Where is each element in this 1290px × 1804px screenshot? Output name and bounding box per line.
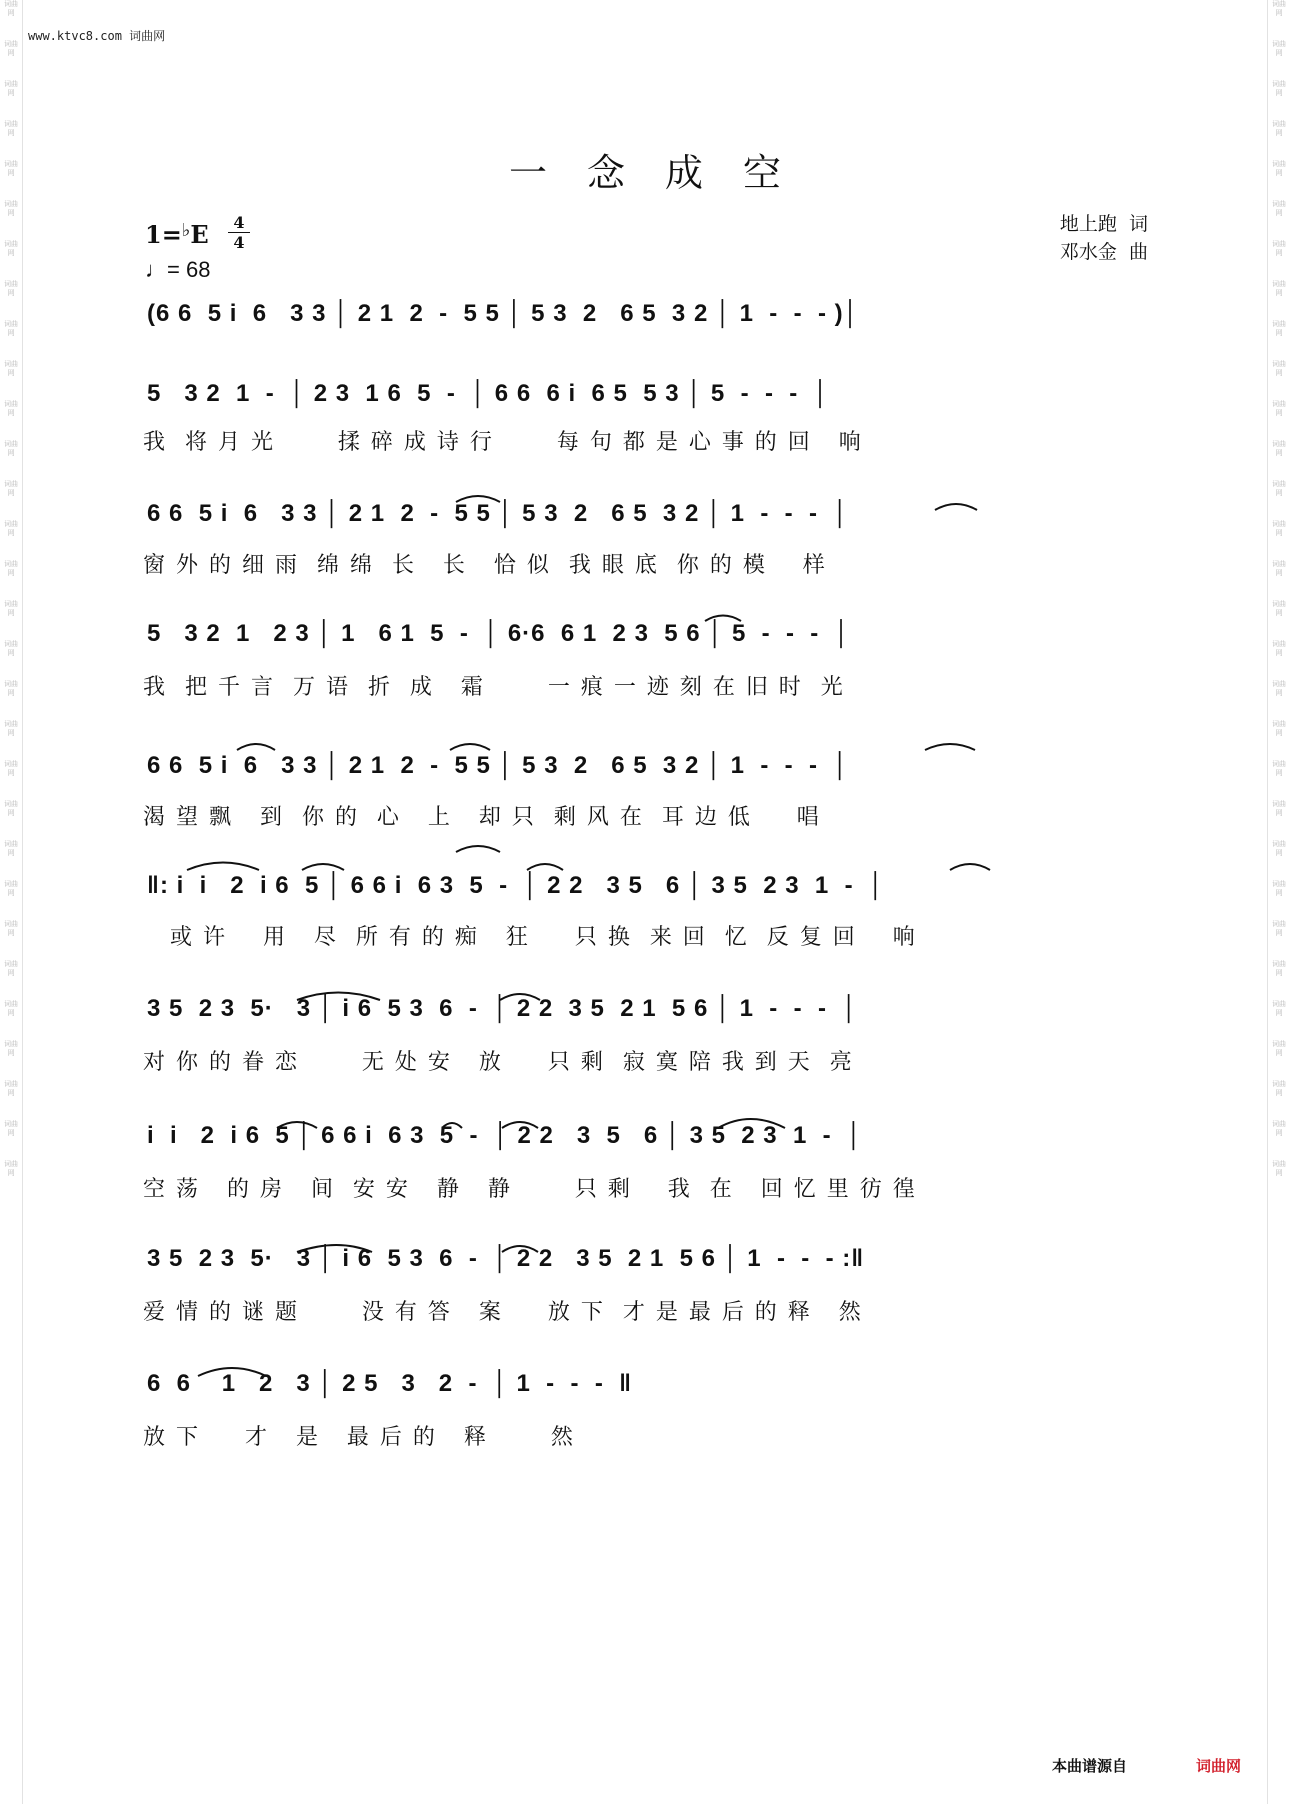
watermark-glyphs: 词曲网: [4, 520, 18, 537]
watermark-glyphs: 词曲网: [4, 840, 18, 857]
watermark-glyphs: 词曲网: [1272, 0, 1286, 17]
watermark-glyphs: 词曲网: [1272, 240, 1286, 257]
watermark-glyphs: 词曲网: [1272, 360, 1286, 377]
watermark-glyphs: 词曲网: [1272, 1160, 1286, 1177]
watermark-glyphs: 词曲网: [4, 920, 18, 937]
tempo-marking: ♩= 68: [145, 257, 211, 282]
watermark-glyphs: 词曲网: [4, 40, 18, 57]
lyric-row: 渴 望 飘 到 你 的 心 上 却 只 剩 风 在 耳 边 低 唱: [143, 805, 821, 830]
composer-credit: 邓水金 曲: [1059, 241, 1148, 263]
lyric-row: 或 许 用 尽 所 有 的 痴 狂 只 换 来 回 忆 反 复 回 响: [143, 925, 917, 950]
watermark-glyphs: 词曲网: [4, 80, 18, 97]
key-label: 1=: [145, 220, 182, 249]
lyricist-credit: 地上跑 词: [1059, 213, 1148, 235]
watermark-glyphs: 词曲网: [1272, 880, 1286, 897]
watermark-glyphs: 词曲网: [1272, 40, 1286, 57]
watermark-glyphs: 词曲网: [1272, 600, 1286, 617]
watermark-glyphs: 词曲网: [1272, 320, 1286, 337]
notation-row: 3 5 2 3 5· 3 │ i 6 5 3 6 - │ 2 2 3 5 2 1 5 6 │ 1 - - - :‖: [147, 1245, 865, 1272]
slur-mark: [925, 744, 975, 750]
watermark-glyphs: 词曲网: [1272, 1080, 1286, 1097]
watermark-glyphs: 词曲网: [4, 960, 18, 977]
lyric-row: 我 将 月 光 揉 碎 成 诗 行 每 句 都 是 心 事 的 回 响: [143, 430, 863, 455]
watermark-glyphs: 词曲网: [4, 160, 18, 177]
watermark-glyphs: 词曲网: [4, 720, 18, 737]
watermark-glyphs: 词曲网: [1272, 280, 1286, 297]
watermark-glyphs: 词曲网: [4, 120, 18, 137]
watermark-glyphs: 词曲网: [1272, 640, 1286, 657]
watermark-glyphs: 词曲网: [4, 800, 18, 817]
watermark-glyphs: 词曲网: [4, 1120, 18, 1137]
site-header: www.ktvc8.com 词曲网: [28, 29, 166, 43]
lyric-row: 我 把 千 言 万 语 折 成 霜 一 痕 一 迹 刻 在 旧 时 光: [143, 675, 845, 700]
notation-row: 6 6 5 i 6 3 3 │ 2 1 2 - 5 5 │ 5 3 2 6 5 3 2 │ 1 - - - │: [147, 500, 850, 527]
notation-row: 6 6 5 i 6 3 3 │ 2 1 2 - 5 5 │ 5 3 2 6 5 3 2 │ 1 - - - │: [147, 752, 850, 779]
watermark-glyphs: 词曲网: [1272, 200, 1286, 217]
watermark-glyphs: 词曲网: [1272, 840, 1286, 857]
watermark-glyphs: 词曲网: [4, 600, 18, 617]
watermark-glyphs: 词曲网: [4, 400, 18, 417]
watermark-glyphs: 词曲网: [1272, 1120, 1286, 1137]
watermark-glyphs: 词曲网: [4, 360, 18, 377]
watermark-glyphs: 词曲网: [4, 1160, 18, 1177]
notation-row: (6 6 5 i 6 3 3 │ 2 1 2 - 5 5 │ 5 3 2 6 5 3 2 │ 1 - - - )│: [147, 300, 860, 327]
watermark-glyphs: 词曲网: [4, 560, 18, 577]
watermark-glyphs: 词曲网: [1272, 800, 1286, 817]
lyric-row: 放 下 才 是 最 后 的 释 然: [143, 1425, 575, 1450]
watermark-glyphs: 词曲网: [4, 1000, 18, 1017]
notation-row: 3 5 2 3 5· 3 │ i 6 5 3 6 - │ 2 2 3 5 2 1 5 6 │ 1 - - - │: [147, 995, 859, 1022]
lyric-row: 对 你 的 眷 恋 无 处 安 放 只 剩 寂 寞 陪 我 到 天 亮: [143, 1050, 854, 1075]
notation-row: i i 2 i 6 5 │ 6 6 i 6 3 5 - │ 2 2 3 5 6 │ 3 5 2 3 1 - │: [147, 1122, 863, 1149]
footer-source-label: 本曲谱源自: [1052, 1757, 1128, 1775]
time-signature-bottom: 4: [233, 233, 245, 252]
watermark-glyphs: 词曲网: [1272, 520, 1286, 537]
watermark-glyphs: 词曲网: [4, 640, 18, 657]
watermark-glyphs: 词曲网: [1272, 1000, 1286, 1017]
slur-mark: [456, 846, 500, 852]
watermark-glyphs: 词曲网: [1272, 120, 1286, 137]
watermark-glyphs: 词曲网: [4, 320, 18, 337]
flat-sign: ♭: [181, 220, 191, 241]
watermark-glyphs: 词曲网: [1272, 720, 1286, 737]
footer-site-name[interactable]: 词曲网: [1196, 1757, 1242, 1775]
watermark-glyphs: 词曲网: [4, 1040, 18, 1057]
watermark-glyphs: 词曲网: [4, 1080, 18, 1097]
watermark-glyphs: 词曲网: [4, 240, 18, 257]
notation-row: 5 3 2 1 - │ 2 3 1 6 5 - │ 6 6 6 i 6 5 5 3 │ 5 - - - │: [147, 380, 830, 407]
lyric-row: 爱 情 的 谜 题 没 有 答 案 放 下 才 是 最 后 的 释 然: [143, 1300, 863, 1325]
watermark-glyphs: 词曲网: [1272, 680, 1286, 697]
notation-row: 6 6 1 2 3 │ 2 5 3 2 - │ 1 - - - ‖: [147, 1370, 633, 1397]
watermark-glyphs: 词曲网: [1272, 760, 1286, 777]
lyric-row: 窗 外 的 细 雨 绵 绵 长 长 恰 似 我 眼 底 你 的 模 样: [143, 553, 827, 578]
watermark-glyphs: 词曲网: [4, 0, 18, 17]
watermark-glyphs: 词曲网: [1272, 400, 1286, 417]
lyric-row: 空 荡 的 房 间 安 安 静 静 只 剩 我 在 回 忆 里 彷 徨: [143, 1177, 917, 1202]
notation-row: ‖: i i 2 i 6 5 │ 6 6 i 6 3 5 - │ 2 2 3 5 6 │ 3 5 2 3 1 - │: [147, 872, 885, 899]
time-signature-top: 4: [233, 213, 245, 232]
watermark-glyphs: 词曲网: [1272, 920, 1286, 937]
watermark-glyphs: 词曲网: [4, 200, 18, 217]
watermark-glyphs: 词曲网: [1272, 560, 1286, 577]
slur-mark: [187, 863, 259, 871]
slur-mark: [950, 864, 990, 870]
watermark-glyphs: 词曲网: [1272, 960, 1286, 977]
slur-mark: [302, 864, 344, 870]
watermark-glyphs: 词曲网: [4, 440, 18, 457]
slur-mark: [527, 864, 563, 870]
key-note: E: [190, 220, 209, 249]
notation-row: 5 3 2 1 2 3 │ 1 6 1 5 - │ 6·6 6 1 2 3 5 6 │ 5 - - - │: [147, 620, 851, 647]
slur-mark: [450, 744, 490, 750]
watermark-glyphs: 词曲网: [4, 760, 18, 777]
watermark-glyphs: 词曲网: [4, 280, 18, 297]
watermark-glyphs: 词曲网: [1272, 80, 1286, 97]
slur-mark: [237, 744, 275, 750]
watermark-glyphs: 词曲网: [4, 880, 18, 897]
watermark-glyphs: 词曲网: [4, 680, 18, 697]
watermark-glyphs: 词曲网: [1272, 480, 1286, 497]
watermark-glyphs: 词曲网: [4, 480, 18, 497]
page-title: 一念成空: [508, 151, 821, 195]
watermark-glyphs: 词曲网: [1272, 440, 1286, 457]
watermark-glyphs: 词曲网: [1272, 160, 1286, 177]
watermark-glyphs: 词曲网: [1272, 1040, 1286, 1057]
